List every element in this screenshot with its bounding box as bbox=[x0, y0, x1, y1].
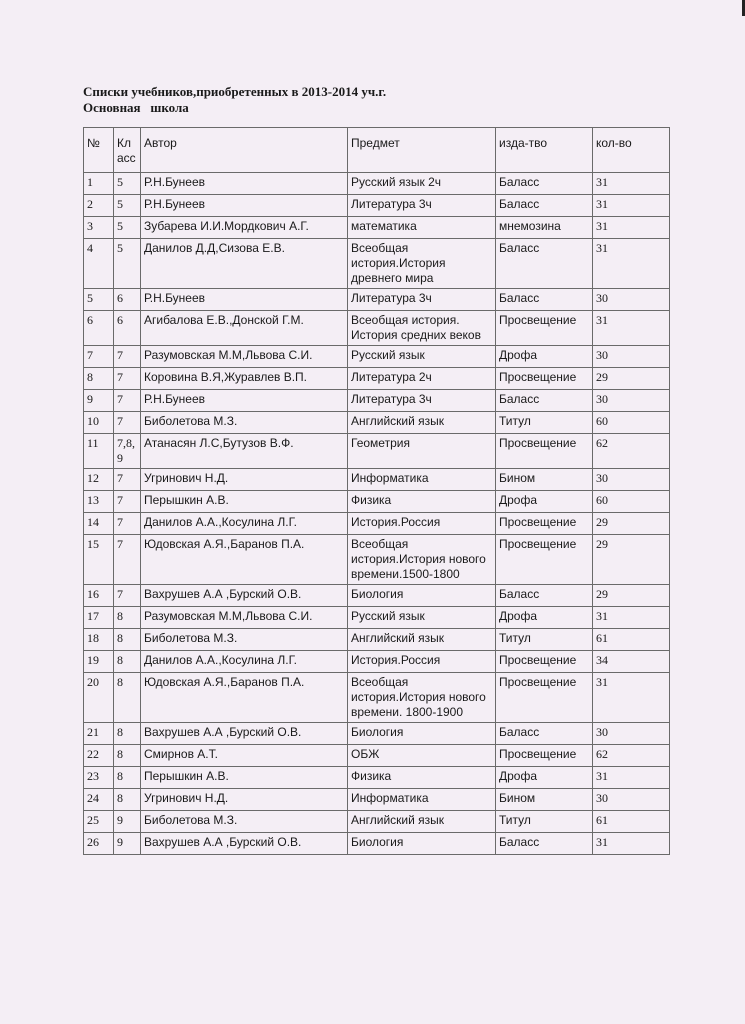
col-header-grade: Класс bbox=[114, 128, 141, 173]
table-row bbox=[84, 811, 670, 833]
cell-subject: Всеобщая история.История нового времени.1500-1800 bbox=[348, 535, 496, 585]
cell-publisher: Просвещение bbox=[496, 513, 593, 535]
cell-author: Данилов Д.Д,Сизова Е.В. bbox=[141, 239, 348, 289]
cell-subject: Биология bbox=[348, 833, 496, 855]
cell-subject: математика bbox=[348, 217, 496, 239]
cell-number: 10 bbox=[84, 412, 114, 434]
table-body bbox=[84, 173, 670, 855]
cell-publisher: Баласс bbox=[496, 173, 593, 195]
cell-grade: 5 bbox=[114, 195, 141, 217]
cell-grade: 7 bbox=[114, 390, 141, 412]
cell-quantity: 30 bbox=[593, 469, 670, 491]
cell-quantity: 30 bbox=[593, 723, 670, 745]
cell-number: 18 bbox=[84, 629, 114, 651]
table-header-row bbox=[84, 128, 670, 173]
table-row bbox=[84, 412, 670, 434]
cell-grade: 8 bbox=[114, 723, 141, 745]
col-header-subject: Предмет bbox=[348, 128, 496, 173]
cell-publisher: Дрофа bbox=[496, 607, 593, 629]
cell-number: 22 bbox=[84, 745, 114, 767]
col-header-quantity: кол-во bbox=[593, 128, 670, 173]
cell-publisher: Баласс bbox=[496, 585, 593, 607]
cell-quantity: 30 bbox=[593, 789, 670, 811]
cell-publisher: Титул bbox=[496, 629, 593, 651]
cell-number: 5 bbox=[84, 289, 114, 311]
document-title bbox=[83, 84, 386, 116]
cell-grade: 7 bbox=[114, 346, 141, 368]
cell-grade: 7 bbox=[114, 412, 141, 434]
cell-publisher: Бином bbox=[496, 469, 593, 491]
table-row bbox=[84, 173, 670, 195]
cell-author: Биболетова М.З. bbox=[141, 811, 348, 833]
cell-grade: 9 bbox=[114, 833, 141, 855]
cell-subject: История.Россия bbox=[348, 513, 496, 535]
table-row bbox=[84, 651, 670, 673]
cell-grade: 8 bbox=[114, 767, 141, 789]
cell-subject: Английский язык bbox=[348, 412, 496, 434]
cell-author: Р.Н.Бунеев bbox=[141, 390, 348, 412]
cell-publisher: Просвещение bbox=[496, 368, 593, 390]
table-row bbox=[84, 346, 670, 368]
cell-subject: Английский язык bbox=[348, 811, 496, 833]
cell-author: Данилов А.А.,Косулина Л.Г. bbox=[141, 651, 348, 673]
cell-number: 6 bbox=[84, 311, 114, 346]
table-row bbox=[84, 434, 670, 469]
cell-number: 4 bbox=[84, 239, 114, 289]
table-row bbox=[84, 745, 670, 767]
cell-number: 25 bbox=[84, 811, 114, 833]
cell-grade: 5 bbox=[114, 217, 141, 239]
cell-quantity: 62 bbox=[593, 434, 670, 469]
cell-subject: Литература 2ч bbox=[348, 368, 496, 390]
cell-subject: Литература 3ч bbox=[348, 195, 496, 217]
cell-author: Перышкин А.В. bbox=[141, 491, 348, 513]
table-row bbox=[84, 607, 670, 629]
cell-quantity: 61 bbox=[593, 629, 670, 651]
cell-number: 19 bbox=[84, 651, 114, 673]
table-row bbox=[84, 833, 670, 855]
cell-author: Перышкин А.В. bbox=[141, 767, 348, 789]
cell-number: 16 bbox=[84, 585, 114, 607]
cell-publisher: Просвещение bbox=[496, 311, 593, 346]
cell-quantity: 31 bbox=[593, 833, 670, 855]
cell-grade: 7 bbox=[114, 368, 141, 390]
cell-number: 7 bbox=[84, 346, 114, 368]
cell-number: 23 bbox=[84, 767, 114, 789]
cell-author: Р.Н.Бунеев bbox=[141, 173, 348, 195]
cell-number: 20 bbox=[84, 673, 114, 723]
cell-quantity: 62 bbox=[593, 745, 670, 767]
cell-quantity: 60 bbox=[593, 491, 670, 513]
cell-author: Биболетова М.З. bbox=[141, 629, 348, 651]
cell-grade: 7 bbox=[114, 491, 141, 513]
cell-number: 8 bbox=[84, 368, 114, 390]
cell-author: Угринович Н.Д. bbox=[141, 469, 348, 491]
cell-publisher: Просвещение bbox=[496, 673, 593, 723]
cell-number: 12 bbox=[84, 469, 114, 491]
cell-quantity: 29 bbox=[593, 535, 670, 585]
title-line-2: Основная школа bbox=[83, 100, 189, 115]
cell-number: 1 bbox=[84, 173, 114, 195]
cell-author: Коровина В.Я,Журавлев В.П. bbox=[141, 368, 348, 390]
table-row bbox=[84, 585, 670, 607]
cell-author: Вахрушев А.А ,Бурский О.В. bbox=[141, 723, 348, 745]
cell-author: Угринович Н.Д. bbox=[141, 789, 348, 811]
cell-subject: Английский язык bbox=[348, 629, 496, 651]
cell-quantity: 31 bbox=[593, 239, 670, 289]
cell-author: Р.Н.Бунеев bbox=[141, 195, 348, 217]
cell-publisher: Дрофа bbox=[496, 346, 593, 368]
cell-quantity: 31 bbox=[593, 767, 670, 789]
cell-publisher: Баласс bbox=[496, 833, 593, 855]
cell-author: Разумовская М.М,Львова С.И. bbox=[141, 607, 348, 629]
cell-number: 17 bbox=[84, 607, 114, 629]
cell-grade: 8 bbox=[114, 745, 141, 767]
cell-subject: Литература 3ч bbox=[348, 289, 496, 311]
cell-publisher: мнемозина bbox=[496, 217, 593, 239]
cell-quantity: 60 bbox=[593, 412, 670, 434]
cell-subject: История.Россия bbox=[348, 651, 496, 673]
cell-quantity: 61 bbox=[593, 811, 670, 833]
cell-publisher: Баласс bbox=[496, 723, 593, 745]
cell-grade: 8 bbox=[114, 607, 141, 629]
cell-grade: 8 bbox=[114, 673, 141, 723]
table-row bbox=[84, 723, 670, 745]
cell-author: Юдовская А.Я.,Баранов П.А. bbox=[141, 535, 348, 585]
cell-publisher: Просвещение bbox=[496, 745, 593, 767]
table-row bbox=[84, 289, 670, 311]
cell-grade: 8 bbox=[114, 651, 141, 673]
cell-subject: Физика bbox=[348, 767, 496, 789]
cell-quantity: 31 bbox=[593, 673, 670, 723]
cell-quantity: 29 bbox=[593, 513, 670, 535]
table-row bbox=[84, 311, 670, 346]
cell-grade: 6 bbox=[114, 289, 141, 311]
cell-subject: Информатика bbox=[348, 469, 496, 491]
cell-author: Юдовская А.Я.,Баранов П.А. bbox=[141, 673, 348, 723]
col-header-publisher: изда-тво bbox=[496, 128, 593, 173]
cell-publisher: Баласс bbox=[496, 239, 593, 289]
cell-subject: Литература 3ч bbox=[348, 390, 496, 412]
cell-subject: Русский язык 2ч bbox=[348, 173, 496, 195]
cell-quantity: 30 bbox=[593, 289, 670, 311]
cell-subject: ОБЖ bbox=[348, 745, 496, 767]
cell-quantity: 29 bbox=[593, 368, 670, 390]
cell-quantity: 31 bbox=[593, 217, 670, 239]
cell-author: Атанасян Л.С,Бутузов В.Ф. bbox=[141, 434, 348, 469]
cell-publisher: Титул bbox=[496, 811, 593, 833]
table-row bbox=[84, 673, 670, 723]
cell-quantity: 29 bbox=[593, 585, 670, 607]
cell-number: 2 bbox=[84, 195, 114, 217]
cell-grade: 5 bbox=[114, 239, 141, 289]
cell-number: 15 bbox=[84, 535, 114, 585]
cell-quantity: 34 bbox=[593, 651, 670, 673]
table-row bbox=[84, 469, 670, 491]
cell-subject: Физика bbox=[348, 491, 496, 513]
cell-quantity: 30 bbox=[593, 390, 670, 412]
table-row bbox=[84, 535, 670, 585]
table-row bbox=[84, 629, 670, 651]
textbook-table bbox=[83, 127, 670, 855]
cell-author: Р.Н.Бунеев bbox=[141, 289, 348, 311]
table-row bbox=[84, 217, 670, 239]
cell-subject: Биология bbox=[348, 723, 496, 745]
cell-author: Агибалова Е.В.,Донской Г.М. bbox=[141, 311, 348, 346]
table-row bbox=[84, 368, 670, 390]
col-header-number: № bbox=[84, 128, 114, 173]
cell-author: Смирнов А.Т. bbox=[141, 745, 348, 767]
cell-subject: Биология bbox=[348, 585, 496, 607]
cell-author: Зубарева И.И.Мордкович А.Г. bbox=[141, 217, 348, 239]
cell-number: 11 bbox=[84, 434, 114, 469]
table-row bbox=[84, 390, 670, 412]
table-row bbox=[84, 513, 670, 535]
table-row bbox=[84, 239, 670, 289]
table-row bbox=[84, 195, 670, 217]
cell-author: Разумовская М.М,Львова С.И. bbox=[141, 346, 348, 368]
table-row bbox=[84, 789, 670, 811]
cell-number: 13 bbox=[84, 491, 114, 513]
cell-publisher: Баласс bbox=[496, 289, 593, 311]
cell-author: Данилов А.А.,Косулина Л.Г. bbox=[141, 513, 348, 535]
cell-number: 14 bbox=[84, 513, 114, 535]
cell-grade: 7,8,9 bbox=[114, 434, 141, 469]
cell-number: 24 bbox=[84, 789, 114, 811]
cell-grade: 9 bbox=[114, 811, 141, 833]
table-row bbox=[84, 491, 670, 513]
cell-quantity: 31 bbox=[593, 173, 670, 195]
cell-number: 26 bbox=[84, 833, 114, 855]
cell-quantity: 31 bbox=[593, 607, 670, 629]
col-header-author: Автор bbox=[141, 128, 348, 173]
cell-publisher: Бином bbox=[496, 789, 593, 811]
cell-subject: Информатика bbox=[348, 789, 496, 811]
cell-subject: Геометрия bbox=[348, 434, 496, 469]
cell-number: 3 bbox=[84, 217, 114, 239]
table-row bbox=[84, 767, 670, 789]
cell-grade: 7 bbox=[114, 469, 141, 491]
cell-publisher: Дрофа bbox=[496, 767, 593, 789]
cell-grade: 5 bbox=[114, 173, 141, 195]
cell-grade: 8 bbox=[114, 789, 141, 811]
cell-publisher: Баласс bbox=[496, 195, 593, 217]
cell-grade: 7 bbox=[114, 585, 141, 607]
cell-subject: Всеобщая история.История нового времени. 1800-1900 bbox=[348, 673, 496, 723]
cell-author: Вахрушев А.А ,Бурский О.В. bbox=[141, 585, 348, 607]
cell-publisher: Дрофа bbox=[496, 491, 593, 513]
cell-subject: Русский язык bbox=[348, 346, 496, 368]
cell-subject: Всеобщая история. История средних веков bbox=[348, 311, 496, 346]
title-line-1: Списки учебников,приобретенных в 2013-2014 уч.г. bbox=[83, 84, 387, 99]
cell-quantity: 30 bbox=[593, 346, 670, 368]
cell-publisher: Просвещение bbox=[496, 651, 593, 673]
cell-number: 21 bbox=[84, 723, 114, 745]
cell-number: 9 bbox=[84, 390, 114, 412]
cell-publisher: Просвещение bbox=[496, 535, 593, 585]
cell-grade: 8 bbox=[114, 629, 141, 651]
cell-subject: Русский язык bbox=[348, 607, 496, 629]
cell-grade: 6 bbox=[114, 311, 141, 346]
cell-grade: 7 bbox=[114, 513, 141, 535]
cell-publisher: Просвещение bbox=[496, 434, 593, 469]
cell-subject: Всеобщая история.История древнего мира bbox=[348, 239, 496, 289]
cell-publisher: Титул bbox=[496, 412, 593, 434]
cell-grade: 7 bbox=[114, 535, 141, 585]
cell-quantity: 31 bbox=[593, 311, 670, 346]
cell-publisher: Баласс bbox=[496, 390, 593, 412]
cell-author: Вахрушев А.А ,Бурский О.В. bbox=[141, 833, 348, 855]
cell-author: Биболетова М.З. bbox=[141, 412, 348, 434]
cell-quantity: 31 bbox=[593, 195, 670, 217]
